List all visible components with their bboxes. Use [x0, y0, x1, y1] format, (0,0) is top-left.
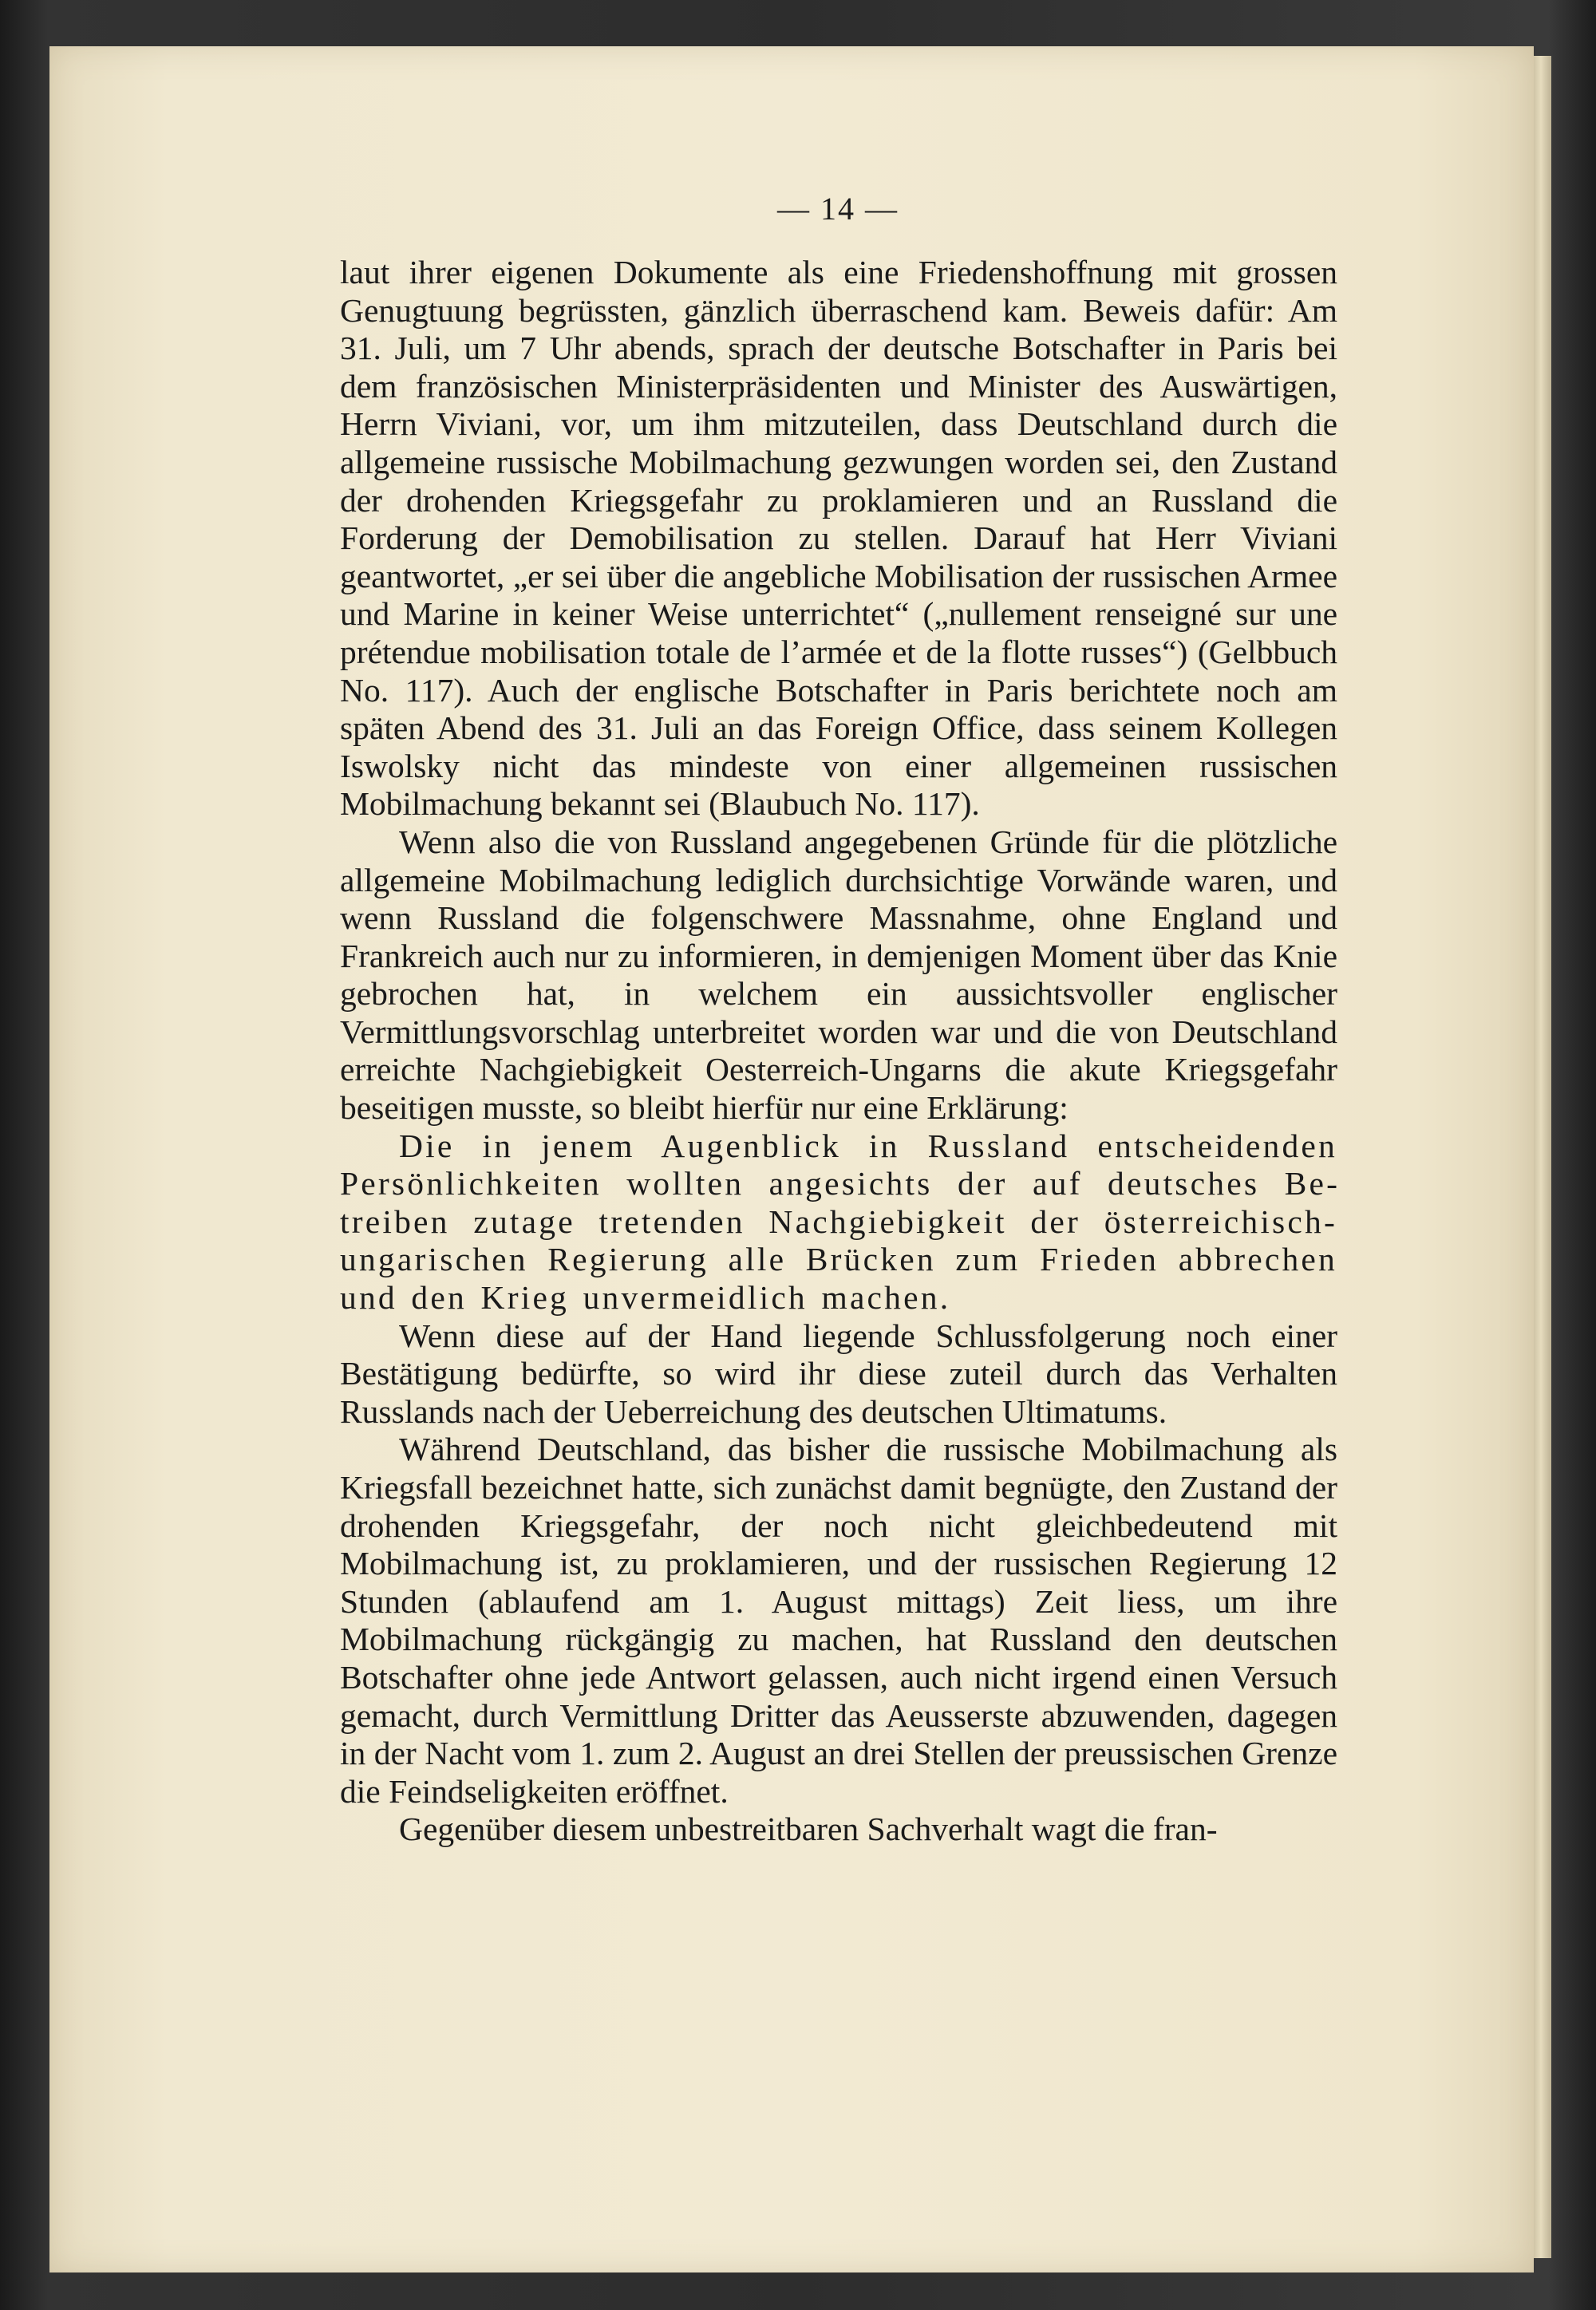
page-number: — 14 — [777, 191, 899, 227]
paragraph-2: Wenn also die von Russland angegebenen Gründe für die plötzliche allgemeine Mobilmachung lediglich durchsichtige Vorwände waren, und wenn Russland die folgenschwere Massnahme, ohne England und Frankreich auch nur zu informieren, in demjenigen Moment über das Knie gebrochen hat, in welchem ein aussichtsvoller englischer Vermittlungsvorschlag unterbreitet worden war und die von Deutschland erreichte Nachgiebigkeit Oesterreich-Ungarns die akute Kriegsgefahr beseitigen musste, so bleibt hierfür nur eine Erklärung: [340, 823, 1337, 1127]
paragraph-4: Wenn diese auf der Hand liegende Schlussfolgerung noch einer Bestätigung bedürfte, so wird ihr diese zuteil durch das Verhalten Russlands nach der Ueberreichung des deutschen Ultimatums. [340, 1317, 1337, 1430]
paragraph-1: laut ihrer eigenen Dokumente als eine Friedenshoffnung mit grossen Genugtuung begrüssten, gänzlich überraschend kam. Beweis dafür: Am 31. Juli, um 7 Uhr abends, sprach der deutsche Botschafter in Paris bei dem französischen Ministerpräsidenten und Minister des Auswärtigen, Herrn Viviani, vor, um ihm mitzuteilen, dass Deutschland durch die allgemeine russische Mobilmachung gezwungen worden sei, den Zustand der drohenden Kriegsgefahr zu proklamieren und an Russland die Forderung der Demobilisation zu stellen. Darauf hat Herr Viviani geantwortet, „er sei über die angebliche Mobilisation der russischen Armee und Marine in keiner Weise unterrichtet“ („nullement renseigné sur une prétendue mobilisation totale de l’armée et de la flotte russes“) (Gelbbuch No. 117). Auch der englische Botschafter in Paris berichtete noch am späten Abend des 31. Juli an das Foreign Office, dass seinem Kollegen Iswolsky nicht das mindeste von einer allgemeinen russischen Mobilmachung bekannt sei (Blaubuch No. 117). [340, 254, 1337, 823]
paragraph-5: Während Deutschland, das bisher die russische Mobilmachung als Kriegsfall bezeichnet hatte, sich zunächst damit begnügte, den Zustand der drohenden Kriegsgefahr, der noch nicht gleichbedeutend mit Mobilmachung ist, zu proklamieren, und der russischen Regierung 12 Stunden (ablaufend am 1. August mittags) Zeit liess, um ihre Mobilmachung rückgängig zu machen, hat Russland den deutschen Botschafter ohne jede Antwort gelassen, auch nicht irgend einen Versuch gemacht, durch Vermittlung Dritter das Aeusserste abzuwenden, dagegen in der Nacht vom 1. zum 2. August an drei Stellen der preussischen Grenze die Feindseligkeiten eröffnet. [340, 1431, 1337, 1810]
next-page-edge [1534, 56, 1551, 2258]
paragraph-3-emphasized: Die in jenem Augenblick in Russland entscheidenden Persönlichkeiten wollten angesichts der auf deutsches Betreiben zutage tretenden Nachgiebigkeit der österreichisch-ungarischen Regierung alle Brücken zum Frieden abbrechen und den Krieg unvermeidlich machen. [340, 1127, 1337, 1317]
paragraph-6: Gegenüber diesem unbestreitbaren Sachverhalt wagt die fran- [399, 1810, 1218, 1848]
body-text [340, 254, 1337, 1849]
